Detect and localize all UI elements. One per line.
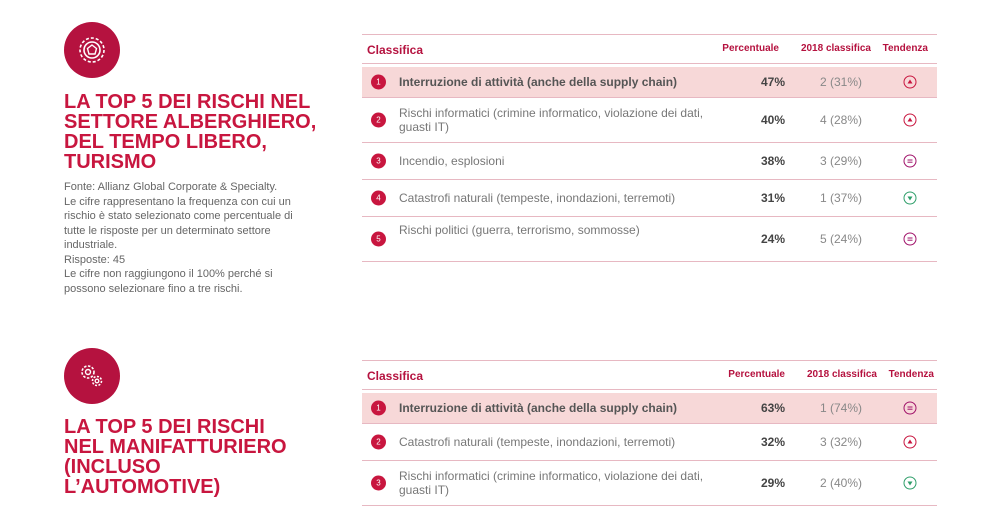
risk-prev-rank: 4 (28%) <box>819 113 862 127</box>
rank-badge: 3 <box>371 154 386 169</box>
header-percent: Percentuale <box>722 43 779 54</box>
risk-prev-rank: 5 (24%) <box>819 232 862 246</box>
rank-badge: 1 <box>371 75 386 90</box>
table-row <box>362 143 937 180</box>
source-note: Fonte: Allianz Global Corporate & Specialty. Le cifre rappresentano la frequenza con cui un rischio è stato selezionato come percentuale di tutte le risposte per un determinato settore industriale. Risposte: 45 Le cifre non raggiungono il 100% perché si possono selezionare fino a tre rischi. <box>64 181 293 295</box>
table-row <box>362 393 937 424</box>
risk-table <box>362 34 937 262</box>
table-row <box>362 180 937 217</box>
gears-icon <box>64 348 120 404</box>
rank-badge: 3 <box>371 476 386 491</box>
section-heading: LA TOP 5 DEI RISCHI NEL SETTORE ALBERGHIERO, DEL TEMPO LIBERO, TURISMO <box>64 91 317 173</box>
risk-prev-rank: 2 (31%) <box>819 75 862 89</box>
risk-prev-rank: 3 (32%) <box>819 435 862 449</box>
risk-percent: 24% <box>760 232 785 246</box>
header-rank: Classifica <box>367 369 424 383</box>
risk-section-manufacturing <box>0 345 1000 500</box>
risk-prev-rank: 1 (37%) <box>819 191 862 205</box>
section-heading: LA TOP 5 DEI RISCHI NEL MANIFATTURIERO (INCLUSO L’AUTOMOTIVE) <box>64 416 287 498</box>
risk-label: Interruzione di attività (anche della supply chain) <box>399 75 678 89</box>
rank-badge: 1 <box>371 401 386 416</box>
header-percent: Percentuale <box>728 369 785 380</box>
trend-up-icon <box>903 75 917 89</box>
table-row <box>362 424 937 461</box>
risk-percent: 38% <box>760 154 785 168</box>
risk-prev-rank: 1 (74%) <box>819 401 862 415</box>
rank-badge: 2 <box>371 113 386 128</box>
header-2018: 2018 classifica <box>800 43 871 54</box>
table-row <box>362 67 937 98</box>
header-2018: 2018 classifica <box>806 369 877 380</box>
trend-same-icon <box>903 232 917 246</box>
trend-up-icon <box>903 113 917 127</box>
risk-label: Incendio, esplosioni <box>399 154 505 168</box>
header-rank: Classifica <box>367 43 424 57</box>
risk-percent: 47% <box>760 75 785 89</box>
risk-label: Catastrofi naturali (tempeste, inondazioni, terremoti) <box>399 435 676 449</box>
gear-badge-icon <box>64 22 120 78</box>
trend-down-icon <box>903 476 917 490</box>
risk-table <box>362 360 937 506</box>
trend-same-icon <box>903 401 917 415</box>
trend-same-icon <box>903 154 917 168</box>
risk-percent: 40% <box>760 113 785 127</box>
table-header <box>362 360 937 390</box>
table-row <box>362 461 937 506</box>
risk-label: Rischi politici (guerra, terrorismo, sommosse) <box>399 223 640 237</box>
rank-badge: 5 <box>371 232 386 247</box>
risk-label: Catastrofi naturali (tempeste, inondazioni, terremoti) <box>399 191 676 205</box>
header-trend: Tendenza <box>882 43 928 54</box>
rank-badge: 4 <box>371 191 386 206</box>
risk-percent: 63% <box>760 401 785 415</box>
risk-label: Rischi informatici (crimine informatico, violazione dei dati, guasti IT) <box>399 469 704 497</box>
risk-prev-rank: 3 (29%) <box>819 154 862 168</box>
trend-up-icon <box>903 435 917 449</box>
risk-percent: 31% <box>760 191 785 205</box>
table-row <box>362 98 937 143</box>
risk-percent: 32% <box>760 435 785 449</box>
table-row <box>362 217 937 262</box>
risk-prev-rank: 2 (40%) <box>819 476 862 490</box>
table-header <box>362 34 937 64</box>
trend-down-icon <box>903 191 917 205</box>
header-trend: Tendenza <box>888 369 934 380</box>
risk-percent: 29% <box>760 476 785 490</box>
rank-badge: 2 <box>371 435 386 450</box>
risk-label: Interruzione di attività (anche della supply chain) <box>399 401 678 415</box>
risk-label: Rischi informatici (crimine informatico, violazione dei dati, guasti IT) <box>399 106 704 134</box>
